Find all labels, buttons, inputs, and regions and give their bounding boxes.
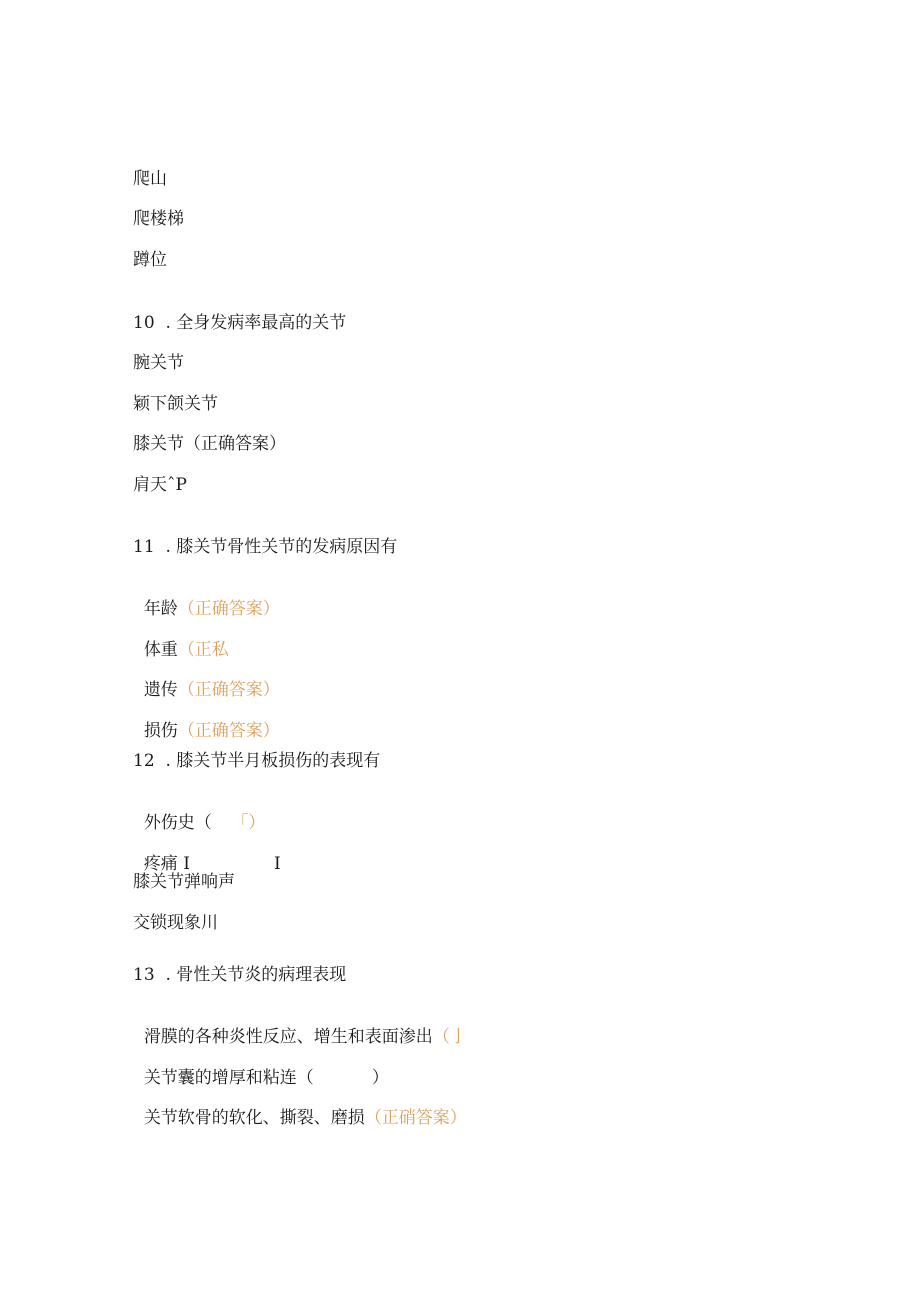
option-row (133, 576, 280, 620)
question-title: 12 . 膝关节半月板损伤的表现有 (133, 751, 381, 771)
option-text: 爬楼梯 (133, 209, 184, 229)
answer-mark: ） (371, 1068, 389, 1088)
question-title: 10 . 全身发病率最高的关节 (133, 313, 347, 333)
answer-mark: 「） (239, 813, 266, 833)
option-row (133, 1004, 467, 1048)
question-title: 13 . 骨性关节炎的病理表现 (133, 965, 347, 985)
option-text: 体重 (143, 640, 178, 660)
answer-mark: I (273, 854, 281, 874)
option-row (133, 1045, 389, 1089)
answer-mark: （亅 (432, 1027, 467, 1047)
option-row (133, 698, 280, 742)
answer-mark: （正私 (177, 640, 229, 660)
option-text: 关节软骨的软化、撕裂、磨损 (143, 1108, 365, 1128)
option-text: 肩天ˆP (133, 475, 187, 495)
answer-mark: （正硝答案） (364, 1108, 467, 1128)
option-text: 损伤 (143, 721, 178, 741)
question-title: 11 . 膝关节骨性关节的发病原因有 (133, 537, 398, 557)
option-row (133, 657, 280, 701)
option-text: 外伤史（ (143, 813, 212, 833)
option-text: 蹲位 (133, 250, 167, 270)
option-text: 膝关节弹响声 (133, 872, 235, 892)
option-text: 滑膜的各种炎性反应、增生和表面渗出 (143, 1027, 433, 1047)
option-text: 遗传 (143, 680, 178, 700)
option-text: 颖下颌关节 (133, 394, 218, 414)
option-row (133, 617, 229, 661)
answer-mark: （正确答案） (177, 599, 280, 619)
option-text: 交锁现象川 (133, 913, 218, 933)
option-text: 爬山 (133, 169, 167, 189)
option-text: 腕关节 (133, 353, 184, 373)
option-row (133, 790, 265, 834)
option-text: 疼痛 I (143, 854, 190, 874)
option-row (133, 831, 281, 875)
answer-mark: （正确答案） (177, 680, 280, 700)
answer-mark: （正确答案） (177, 721, 280, 741)
option-text: 关节囊的增厚和粘连（ (143, 1068, 314, 1088)
option-text: 年龄 (143, 599, 178, 619)
option-text: 膝关节（正确答案） (133, 434, 286, 454)
option-row (133, 1085, 467, 1129)
